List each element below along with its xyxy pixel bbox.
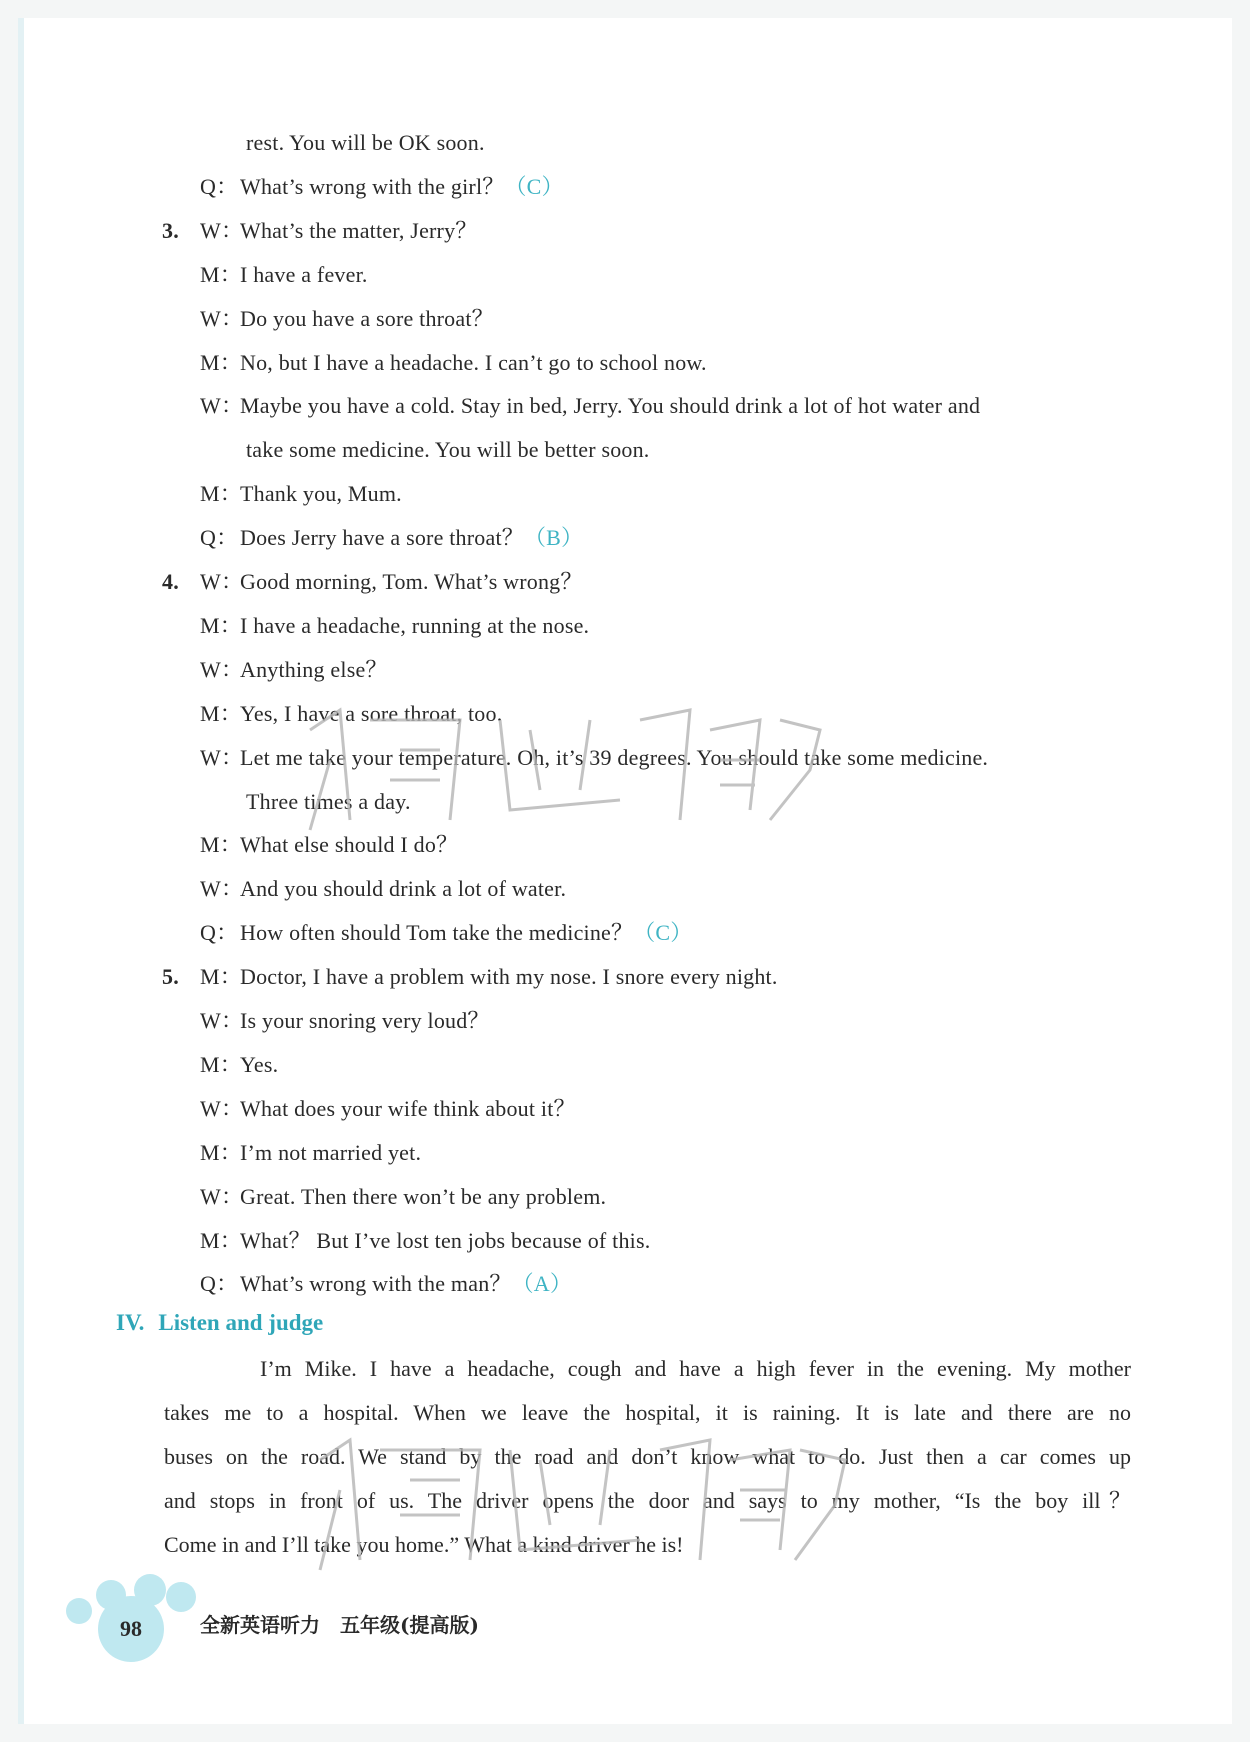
dialogue-line xyxy=(200,1182,606,1212)
paw-toe-icon xyxy=(66,1598,92,1624)
dialogue-text: take some medicine. You will be better soon. xyxy=(246,437,650,463)
passage-line: takes me to a hospital. When we leave the hospital, it is raining. It is late and there are no xyxy=(164,1400,1131,1425)
page-number: 98 xyxy=(98,1596,164,1662)
dialogue-line xyxy=(200,918,693,948)
dialogue-text: What else should I do？ xyxy=(240,832,459,858)
answer-key: （B） xyxy=(523,525,584,551)
dialogue-text: What’s the matter, Jerry？ xyxy=(240,217,478,243)
dialogue-text: I have a headache, running at the nose. xyxy=(240,612,590,638)
dialogue-line xyxy=(200,611,589,641)
dialogue-text: What？ But I’ve lost ten jobs because of this. xyxy=(240,1227,651,1253)
dialogue-line xyxy=(200,874,566,904)
speaker-label: M： xyxy=(200,1139,242,1165)
dialogue-text: Three times a day. xyxy=(246,788,411,814)
speaker-label: Q： xyxy=(200,525,239,551)
speaker-label: M： xyxy=(200,964,242,990)
speaker-label: M： xyxy=(200,1227,242,1253)
dialogue-text: rest. You will be OK soon. xyxy=(246,130,485,155)
answer-key: （A） xyxy=(511,1271,573,1297)
speaker-label: W： xyxy=(200,1183,244,1209)
dialogue-line xyxy=(200,304,494,334)
dialogue-text: Is your snoring very loud？ xyxy=(240,1008,490,1033)
question-number: 4. xyxy=(162,569,179,594)
speaker-label: W： xyxy=(200,217,244,243)
book-title: 全新英语听力 五年级(提高版) xyxy=(200,1613,479,1637)
dialogue-line xyxy=(200,743,988,773)
dialogue-text: What’s wrong with the man？ xyxy=(240,1271,512,1297)
answer-key: （C） xyxy=(504,173,564,199)
dialogue-text: Maybe you have a cold. Stay in bed, Jerry. You should drink a lot of hot water and xyxy=(240,393,981,419)
dialogue-text: What does your wife think about it？ xyxy=(240,1095,576,1121)
speaker-label: W： xyxy=(200,656,244,682)
dialogue-text: Yes. xyxy=(240,1051,279,1077)
dialogue-text: Thank you, Mum. xyxy=(240,481,402,507)
dialogue-text: Does Jerry have a sore throat？ xyxy=(240,525,524,551)
speaker-label: M： xyxy=(200,481,242,507)
passage-line: buses on the road. We stand by the road and don’t know what to do. Just then a car comes up xyxy=(164,1444,1131,1469)
passage-line: I’m Mike. I have a headache, cough and have a high fever in the evening. My mother xyxy=(260,1356,1131,1381)
dialogue-line xyxy=(200,391,980,421)
speaker-label: W： xyxy=(200,744,244,770)
dialogue-line xyxy=(200,479,402,509)
dialogue-line xyxy=(200,348,707,378)
dialogue-text: I have a fever. xyxy=(240,261,368,287)
dialogue-text: Yes, I have a sore throat, too. xyxy=(240,700,503,726)
speaker-label: W： xyxy=(200,1095,244,1121)
dialogue-line xyxy=(162,962,778,992)
dialogue-text: Let me take your temperature. Oh, it’s 39 degrees. You should take some medicine. xyxy=(240,744,989,770)
speaker-label: W： xyxy=(200,876,244,902)
section-number: IV. xyxy=(116,1310,145,1335)
section-title: Listen and judge xyxy=(158,1310,324,1335)
dialogue-line xyxy=(200,1226,650,1256)
speaker-label: M： xyxy=(200,832,242,858)
dialogue-line xyxy=(162,567,583,597)
dialogue-text: What’s wrong with the girl？ xyxy=(240,173,505,199)
speaker-label: M： xyxy=(200,261,242,287)
speaker-label: W： xyxy=(200,305,244,331)
dialogue-line xyxy=(200,1094,576,1124)
dialogue-text: I’m not married yet. xyxy=(240,1139,422,1165)
dialogue-line xyxy=(200,1006,490,1036)
passage-line: Come in and I’ll take you home.” What a kind driver he is! xyxy=(164,1532,684,1557)
speaker-label: W： xyxy=(200,393,244,419)
dialogue-text: Great. Then there won’t be any problem. xyxy=(240,1183,607,1209)
passage-line: and stops in front of us. The driver opens the door and says to my mother, “Is the boy ill？ xyxy=(164,1488,1131,1513)
dialogue-line xyxy=(200,1269,572,1299)
dialogue-line xyxy=(246,128,485,158)
dialogue-line xyxy=(200,655,388,685)
dialogue-line xyxy=(200,830,458,860)
dialogue-line xyxy=(200,523,583,553)
paw-toe-icon xyxy=(166,1582,196,1612)
question-number: 3. xyxy=(162,217,179,243)
dialogue-line xyxy=(200,1050,278,1080)
dialogue-text: Doctor, I have a problem with my nose. I snore every night. xyxy=(240,964,778,990)
speaker-label: M： xyxy=(200,612,242,638)
dialogue-text: How often should Tom take the medicine？ xyxy=(240,920,634,946)
speaker-label: Q： xyxy=(200,1271,239,1297)
speaker-label: M： xyxy=(200,1051,242,1077)
dialogue-line xyxy=(200,1138,421,1168)
dialogue-line xyxy=(200,172,564,202)
speaker-label: M： xyxy=(200,700,242,726)
speaker-label: M： xyxy=(200,349,242,375)
dialogue-text: Anything else？ xyxy=(240,656,388,682)
page-edge xyxy=(18,18,24,1724)
dialogue-line xyxy=(200,699,502,729)
question-number: 5. xyxy=(162,964,179,990)
dialogue-text: Good morning, Tom. What’s wrong？ xyxy=(240,569,583,594)
answer-key: （C） xyxy=(633,920,693,946)
dialogue-line xyxy=(200,260,368,290)
dialogue-line xyxy=(246,435,650,465)
section-heading xyxy=(116,1308,323,1338)
dialogue-line xyxy=(162,216,478,246)
speaker-label: Q： xyxy=(200,920,239,946)
dialogue-text: No, but I have a headache. I can’t go to school now. xyxy=(240,349,707,375)
dialogue-text: Do you have a sore throat？ xyxy=(240,305,494,331)
dialogue-text: And you should drink a lot of water. xyxy=(240,876,567,902)
speaker-label: W： xyxy=(200,1008,244,1033)
speaker-label: W： xyxy=(200,569,244,594)
speaker-label: Q： xyxy=(200,173,239,199)
dialogue-line xyxy=(246,787,411,817)
